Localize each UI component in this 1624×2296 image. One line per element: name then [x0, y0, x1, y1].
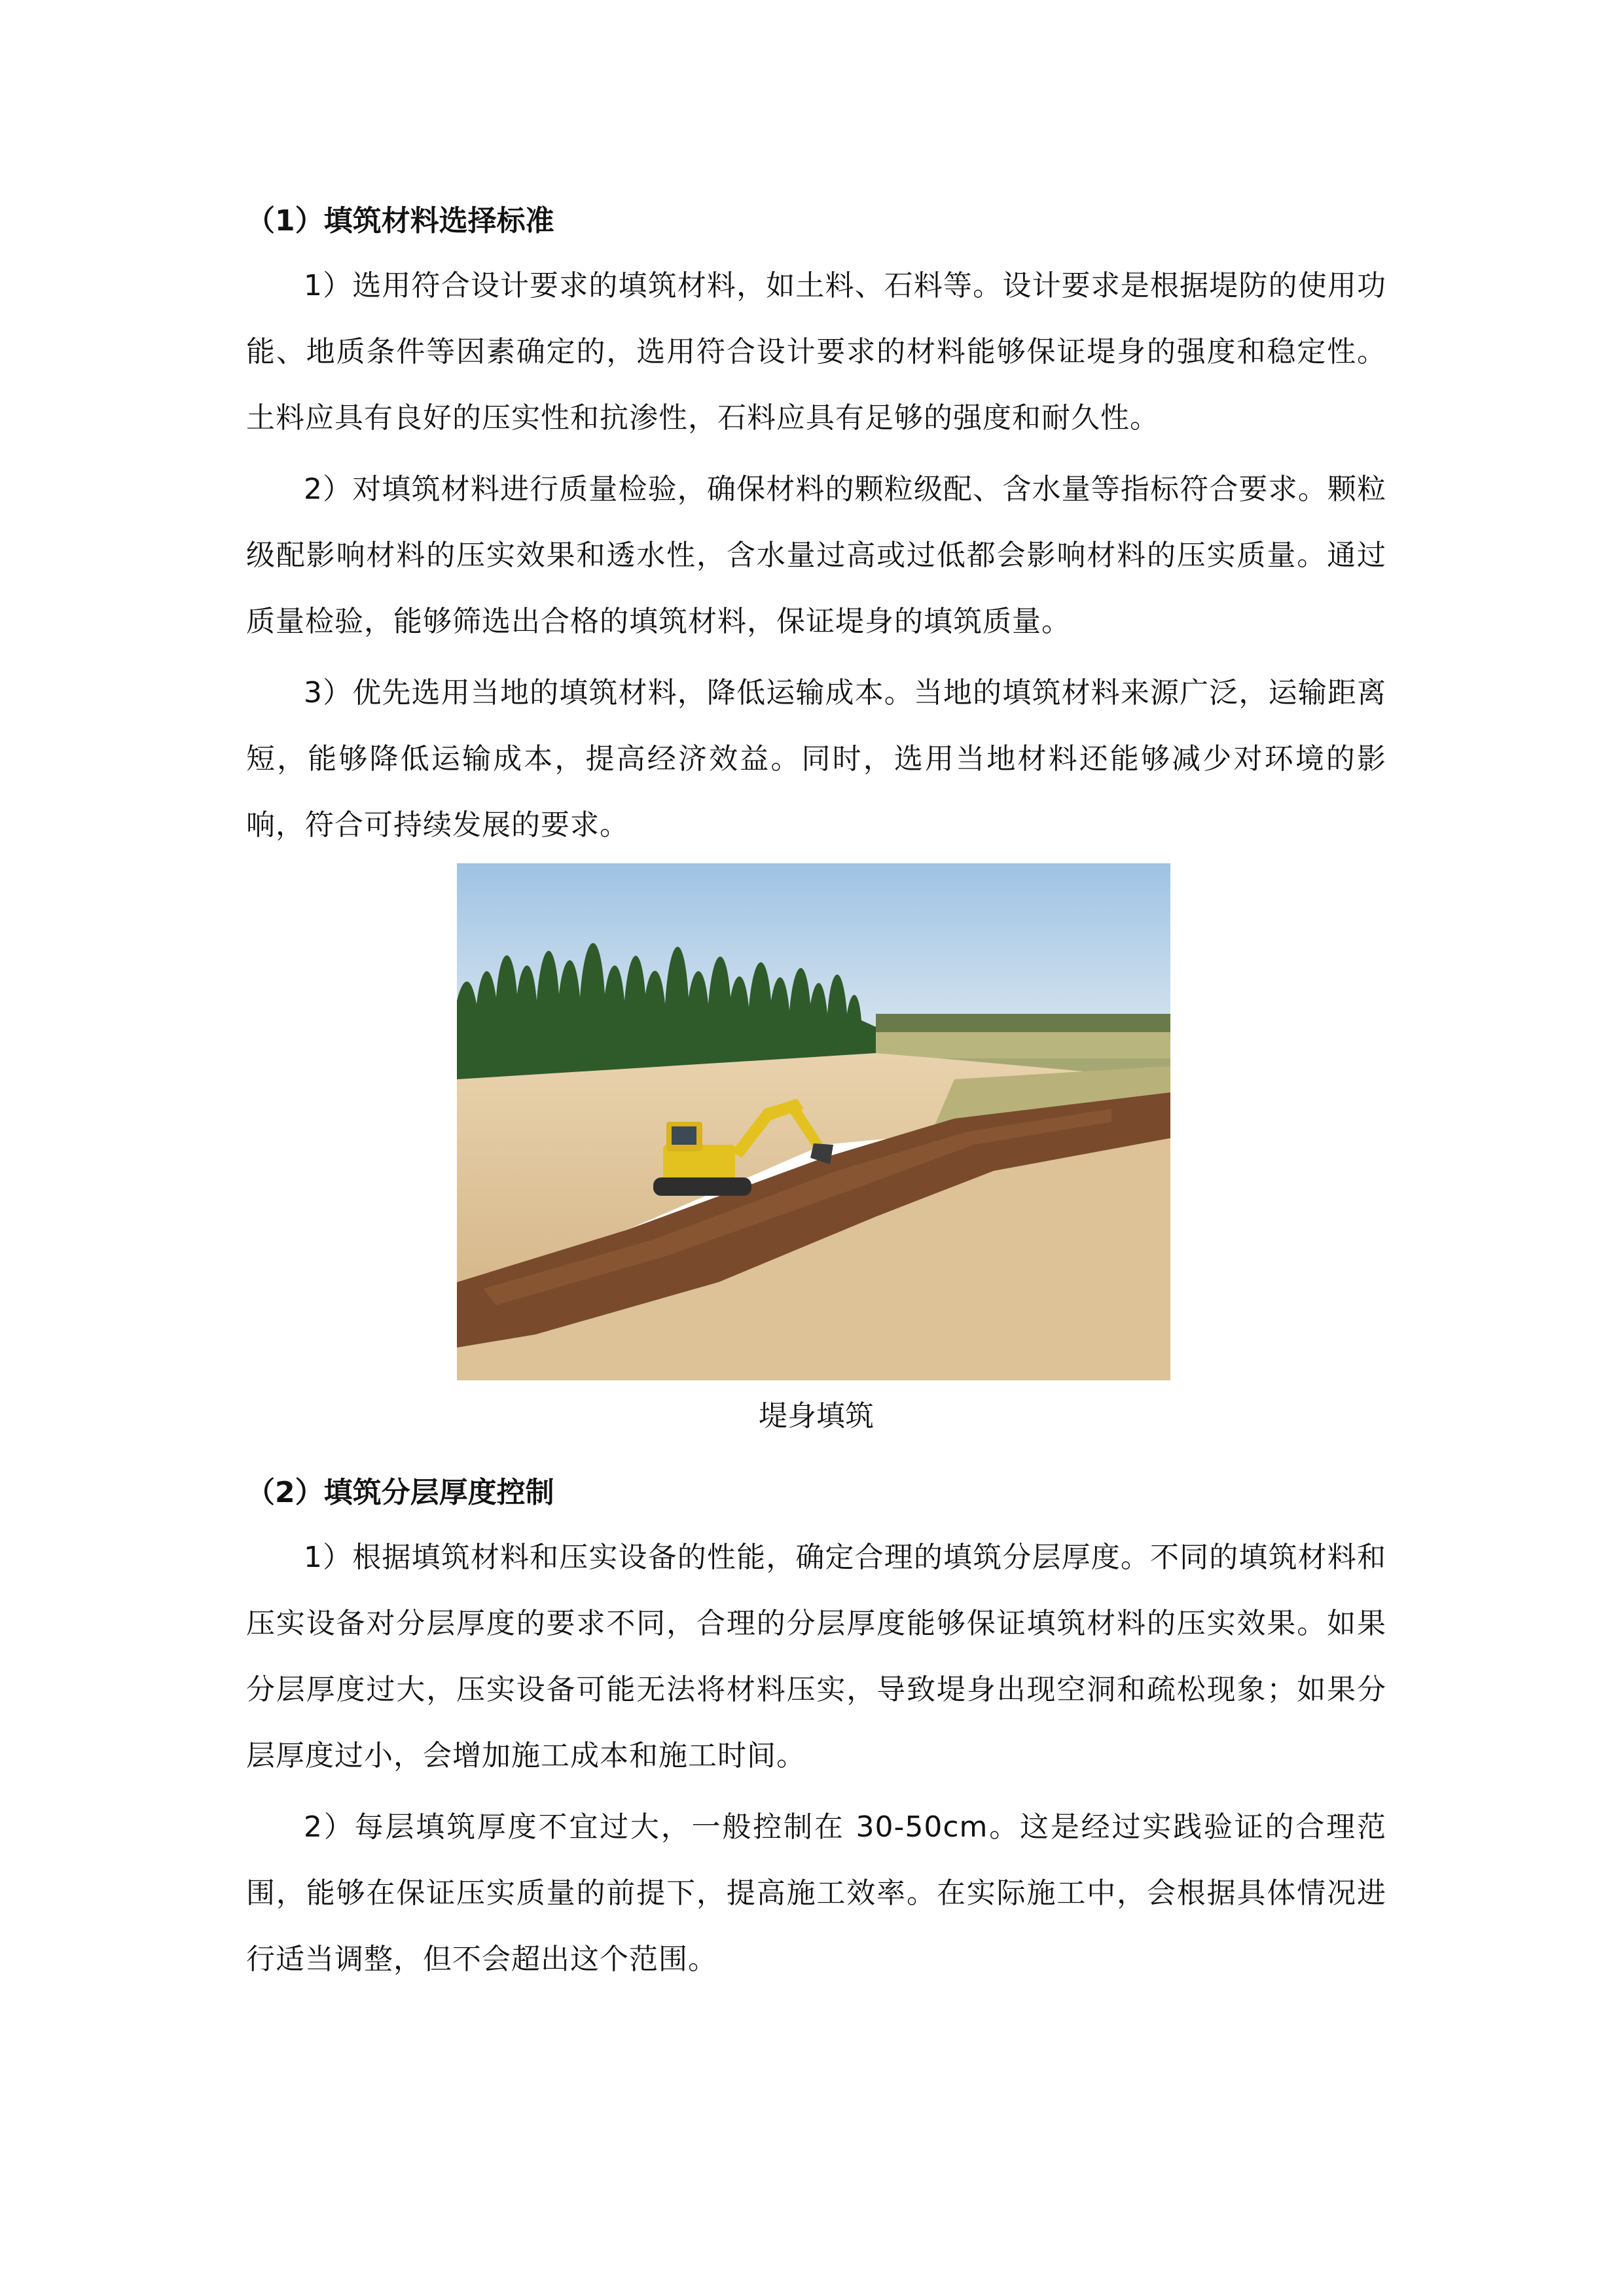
section-1-paragraph-2: 2）对填筑材料进行质量检验，确保材料的颗粒级配、含水量等指标符合要求。颗粒级配影响材料的压实效果和透水性，含水量过高或过低都会影响材料的压实质量。通过质量检验，能够筛选出合格的填筑材料，保证堤身的填筑质量。	[246, 473, 1386, 638]
page-content	[246, 190, 1386, 1998]
embankment-photo	[457, 863, 1170, 1380]
embankment-photo-illustration	[457, 863, 1170, 1380]
figure	[246, 863, 1386, 1452]
section-1-heading: （1）填筑材料选择标准	[246, 204, 554, 238]
distant-hedge	[876, 1014, 1170, 1033]
section-2-paragraph-1: 1）根据填筑材料和压实设备的性能，确定合理的填筑分层厚度。不同的填筑材料和压实设备对分层厚度的要求不同，合理的分层厚度能够保证填筑材料的压实效果。如果分层厚度过大，压实设备可能无法将材料压实，导致堤身出现空洞和疏松现象；如果分层厚度过小，会增加施工成本和施工时间。	[246, 1541, 1386, 1772]
section-2-paragraph-2: 2）每层填筑厚度不宜过大，一般控制在 30-50cm。这是经过实践验证的合理范围，能够在保证压实质量的前提下，提高施工效率。在实际施工中，会根据具体情况进行适当调整，但不会超出这个范围。	[246, 1810, 1386, 1976]
distant-field	[876, 1032, 1170, 1058]
section-1-paragraph-3: 3）优先选用当地的填筑材料，降低运输成本。当地的填筑材料来源广泛，运输距离短，能够降低运输成本，提高经济效益。同时，选用当地材料还能够减少对环境的影响，符合可持续发展的要求。	[246, 676, 1386, 842]
section-1-paragraph-1: 1）选用符合设计要求的填筑材料，如土料、石料等。设计要求是根据堤防的使用功能、地质条件等因素确定的，选用符合设计要求的材料能够保证堤身的强度和稳定性。土料应具有良好的压实性和抗渗性，石料应具有足够的强度和耐久性。	[246, 269, 1386, 435]
section-2-heading: （2）填筑分层厚度控制	[246, 1476, 554, 1509]
figure-caption: 堤身填筑	[759, 1399, 874, 1433]
